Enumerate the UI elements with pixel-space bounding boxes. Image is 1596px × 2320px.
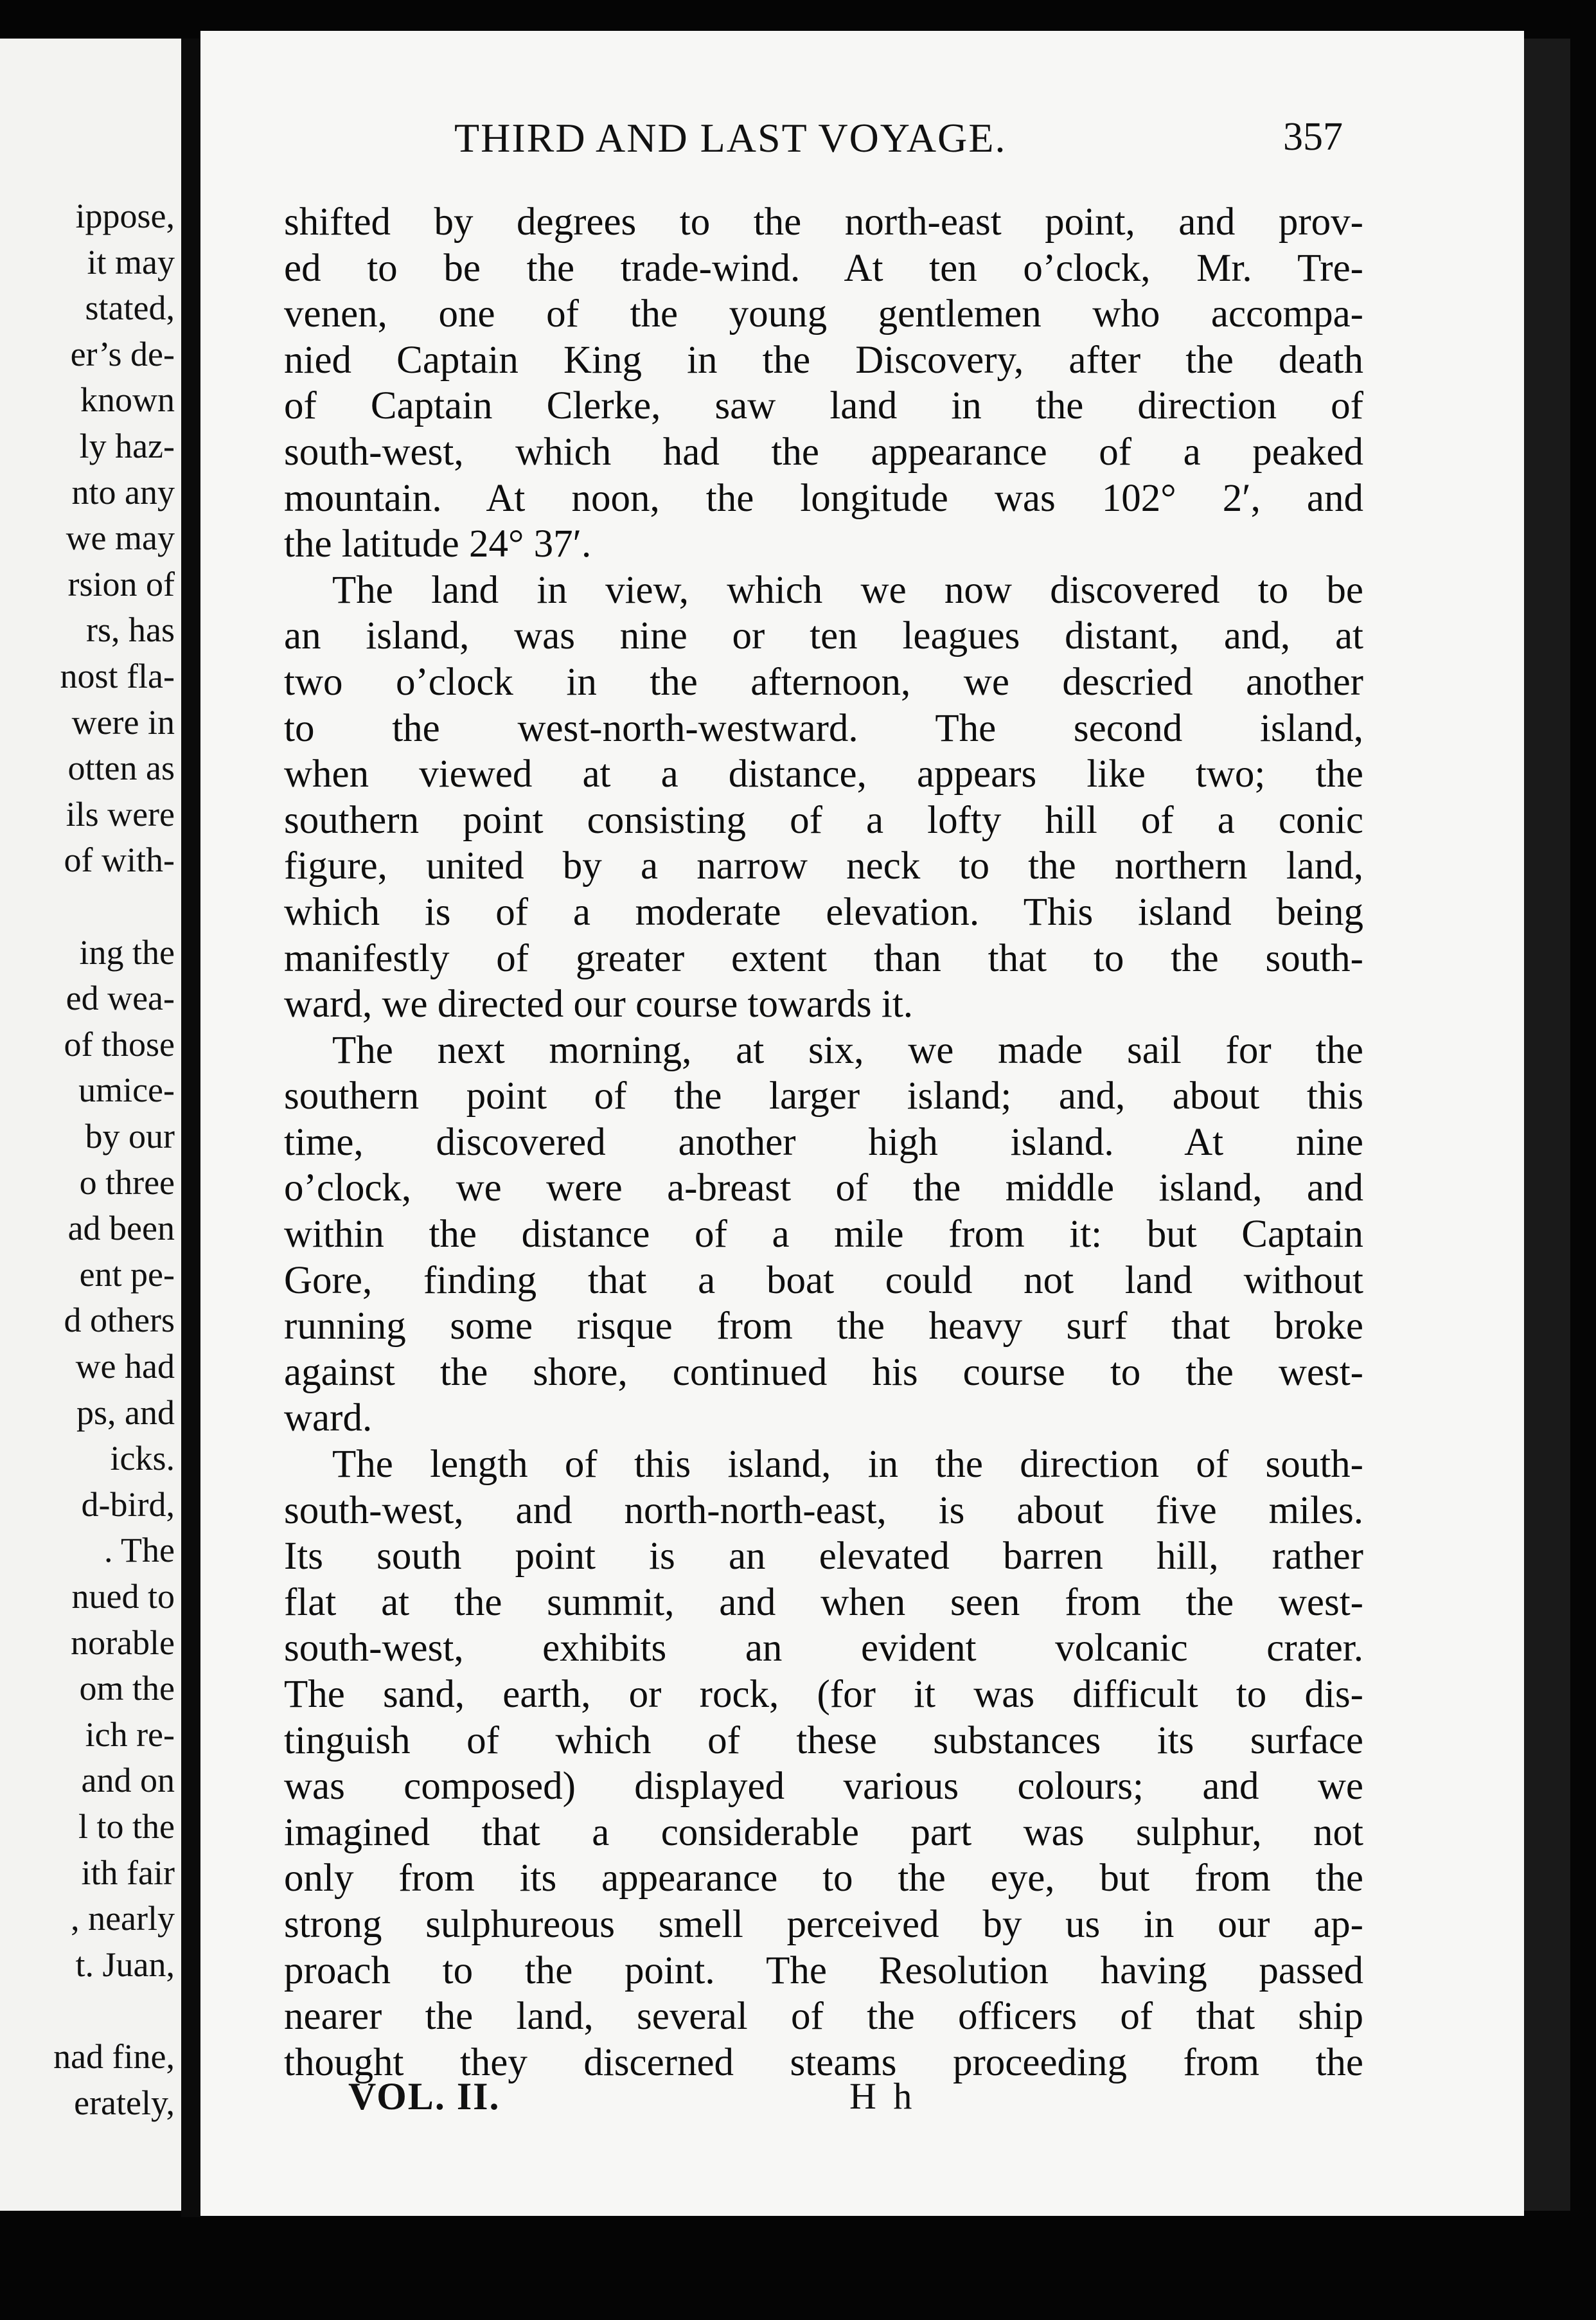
left-page-line-fragment: nto any (71, 472, 175, 512)
left-page-line-fragment: we may (66, 519, 175, 558)
left-page-line-fragment: by our (85, 1117, 175, 1156)
text-line: of Captain Clerke, saw land in the direction of (284, 384, 1363, 428)
left-page-line-fragment: ippose, (75, 197, 175, 235)
left-page-line-fragment: nued to (71, 1577, 175, 1616)
text-line: southern point of the larger island; and, about this (284, 1075, 1363, 1118)
left-page-line-fragment: l to the (78, 1807, 175, 1846)
left-page-line-fragment: ps, and (76, 1393, 175, 1432)
text-line: The sand, earth, or rock, (for it was difficult to dis- (284, 1673, 1363, 1716)
text-line: mountain. At noon, the longitude was 102° 2′, and (284, 476, 1363, 520)
left-page-line-fragment: t. Juan, (75, 1945, 175, 1984)
text-line: south-west, exhibits an evident volcanic crater. (284, 1627, 1363, 1670)
left-page-line-fragment: rsion of (67, 564, 175, 603)
text-line: figure, united by a narrow neck to the northern land, (284, 844, 1363, 888)
left-page-line-fragment: umice- (78, 1071, 175, 1110)
text-line: nearer the land, several of the officers of that ship (284, 1995, 1363, 2039)
text-line: was composed) displayed various colours; and we (284, 1765, 1363, 1808)
text-line: manifestly of greater extent than that to the south- (284, 936, 1363, 980)
left-page-line-fragment: and on (81, 1761, 175, 1800)
left-page-line-fragment: d others (64, 1301, 175, 1340)
left-page-line-fragment: , nearly (71, 1899, 175, 1938)
text-line: ed to be the trade-wind. At ten o’clock, Mr. Tre- (284, 246, 1363, 290)
left-page-line-fragment: ad been (67, 1209, 175, 1248)
text-line: which is of a moderate elevation. This island being (284, 890, 1363, 934)
text-line: against the shore, continued his course to the west- (284, 1350, 1363, 1394)
left-page-line-fragment: d-bird, (81, 1485, 175, 1524)
book-gutter (181, 39, 200, 2217)
text-line: imagined that a considerable part was sulphur, not (284, 1810, 1363, 1854)
page-footer (200, 2075, 1524, 2126)
page-number: 357 (1283, 115, 1343, 159)
text-line: Its south point is an elevated barren hill, rather (284, 1535, 1363, 1578)
text-line: southern point consisting of a lofty hill of a conic (284, 798, 1363, 842)
text-line: proach to the point. The Resolution having passed (284, 1949, 1363, 1992)
page-edge-shadow (1524, 39, 1570, 2211)
left-page-line-fragment: known (80, 380, 175, 420)
text-line: ward. (284, 1396, 373, 1440)
left-page-line-fragment: ly haz- (79, 427, 175, 465)
text-line: when viewed at a distance, appears like two; the (284, 753, 1363, 796)
text-line: The land in view, which we now discovered to be (332, 568, 1363, 612)
left-page-line-fragment: ent pe- (79, 1254, 175, 1294)
running-head (200, 114, 1524, 172)
text-line: two o’clock in the afternoon, we descried another (284, 660, 1363, 704)
left-page-line-fragment: nad fine, (53, 2037, 175, 2076)
left-page-line-fragment: . The (104, 1531, 175, 1570)
text-line: shifted by degrees to the north-east point, and prov- (284, 201, 1363, 244)
left-page-line-fragment: were in (71, 702, 175, 742)
left-page-line-fragment: om the (79, 1669, 175, 1708)
text-line: to the west-north-westward. The second island, (284, 706, 1363, 750)
text-line: tinguish of which of these substances its surface (284, 1718, 1363, 1762)
text-line: an island, was nine or ten leagues distant, and, at (284, 614, 1363, 658)
volume-label: VOL. II. (348, 2075, 501, 2118)
left-page-line-fragment: ils were (66, 794, 175, 834)
left-page-line-fragment: ich re- (85, 1715, 175, 1754)
left-page-line-fragment: we had (75, 1347, 175, 1386)
text-line: south-west, and north-north-east, is about five miles. (284, 1488, 1363, 1532)
left-facing-page (0, 39, 181, 2211)
running-title: THIRD AND LAST VOYAGE. (454, 115, 1007, 161)
left-page-line-fragment: rs, has (86, 611, 175, 650)
text-line: flat at the summit, and when seen from the west- (284, 1580, 1363, 1624)
left-page-line-fragment: ith fair (81, 1853, 175, 1892)
text-line: ward, we directed our course towards it. (284, 983, 914, 1026)
left-page-line-fragment: erately, (74, 2083, 175, 2122)
text-line: within the distance of a mile from it: but Captain (284, 1213, 1363, 1256)
text-line: strong sulphureous smell perceived by us in our ap- (284, 1902, 1363, 1946)
signature-mark: H h (849, 2075, 916, 2117)
text-line: The next morning, at six, we made sail for the (332, 1028, 1363, 1072)
left-page-line-fragment: ing the (79, 932, 175, 972)
text-line: o’clock, we were a-breast of the middle island, and (284, 1166, 1363, 1210)
left-page-line-fragment: o three (79, 1163, 175, 1202)
left-page-line-fragment: of with- (64, 841, 175, 880)
body-text (284, 199, 1363, 2085)
left-page-line-fragment: icks. (110, 1439, 175, 1478)
text-line: Gore, finding that a boat could not land without (284, 1258, 1363, 1302)
left-page-line-fragment: otten as (67, 749, 175, 788)
text-line: The length of this island, in the direction of south- (332, 1443, 1363, 1486)
left-page-line-fragment: of those (64, 1024, 175, 1064)
text-line: only from its appearance to the eye, but from the (284, 1857, 1363, 1900)
left-page-line-fragment: ed wea- (66, 979, 175, 1018)
left-page-line-fragment: stated, (85, 289, 175, 328)
text-line: south-west, which had the appearance of a peaked (284, 430, 1363, 474)
left-page-line-fragment: it may (87, 242, 175, 281)
text-line: venen, one of the young gentlemen who accompa- (284, 292, 1363, 336)
text-line: nied Captain King in the Discovery, after the death (284, 338, 1363, 382)
text-line: time, discovered another high island. At nine (284, 1120, 1363, 1164)
text-line: thought they discerned steams proceeding from the (284, 2040, 1363, 2084)
right-page (200, 31, 1524, 2216)
text-line: running some risque from the heavy surf that broke (284, 1305, 1363, 1348)
left-page-line-fragment: norable (71, 1623, 175, 1662)
left-page-line-fragment: er’s de- (70, 334, 175, 373)
text-line: the latitude 24° 37′. (284, 522, 592, 566)
left-page-line-fragment: nost fla- (60, 657, 175, 695)
